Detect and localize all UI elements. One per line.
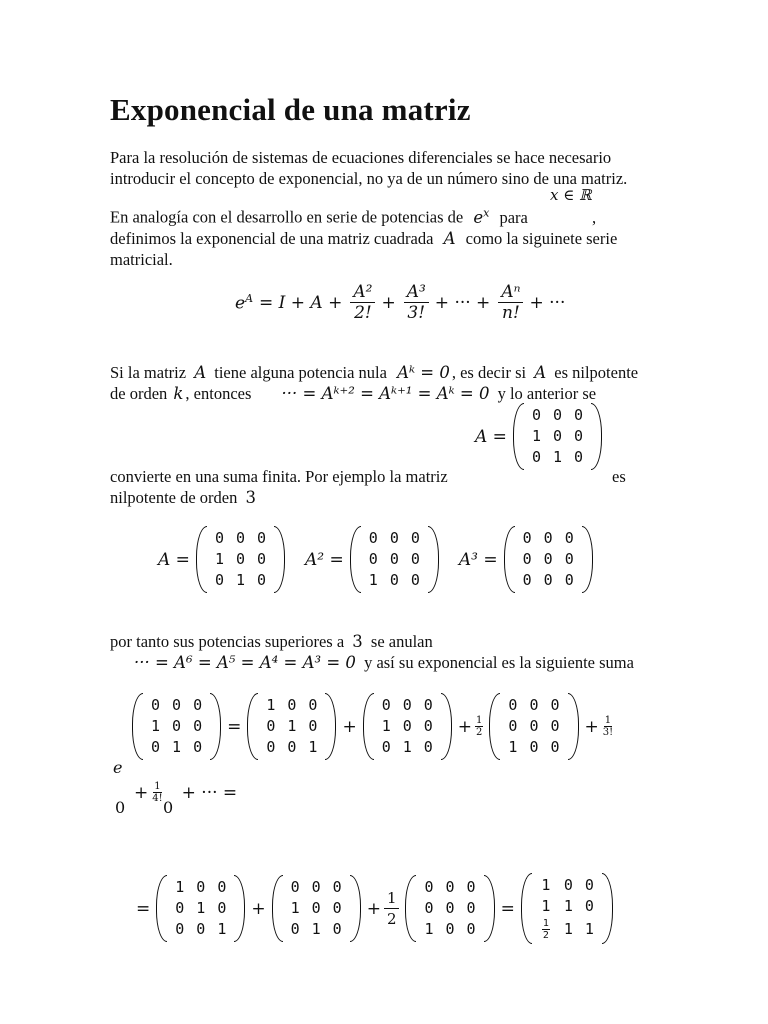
- matrix-cell: 0: [574, 406, 584, 424]
- half-fraction-2: $\frac{1}{2}$: [384, 888, 400, 929]
- matrix-cell: 0: [381, 696, 391, 714]
- matrix-cell: 1: [308, 738, 318, 756]
- matrix-cell: 1: [531, 427, 541, 445]
- matrix-cell: 1: [175, 878, 185, 896]
- matrix-cell: 0: [584, 876, 594, 894]
- matrix-cell: 0: [332, 899, 342, 917]
- intro-paragraph: [110, 147, 670, 189]
- matrix-cell: 1: [381, 717, 391, 735]
- matrix-cell: 0: [368, 550, 378, 568]
- matrix-cell: 0: [389, 571, 399, 589]
- matrix-A-squared: [350, 526, 439, 593]
- matrix-cell: 0: [266, 738, 276, 756]
- matrix-cell: 1: [311, 920, 321, 938]
- matrix-A-squared-term-1: [489, 693, 578, 760]
- matrix-cell: 0: [423, 717, 433, 735]
- analogy-line3: matricial.: [110, 249, 173, 269]
- matrix-cell: 0: [543, 529, 553, 547]
- matrix-cell: 0: [172, 696, 182, 714]
- exponent-matrix-A: [132, 693, 221, 760]
- matrix-cell: 0: [550, 717, 560, 735]
- matrix-cell: 0: [424, 899, 434, 917]
- matrix-I-table: [169, 877, 232, 940]
- matrix-cell: 0: [564, 529, 574, 547]
- matrix-A-term-2: [272, 875, 361, 942]
- matrix-cell: 0: [423, 738, 433, 756]
- matrix-A-term-1: [363, 693, 452, 760]
- matrix-cell: 0: [574, 427, 584, 445]
- example-matrix-A: A = 0 0 0 1 0 0 0 1 0: [475, 403, 608, 470]
- matrix-cell: 0: [529, 717, 539, 735]
- matrix-I-table: [260, 695, 323, 758]
- matrix-cell: 0: [564, 571, 574, 589]
- analogy-line2-pre: definimos la exponencial de una matriz cuadrada: [110, 228, 434, 248]
- series-lhs: $e^A$: [235, 291, 254, 314]
- matrix-A-table: [285, 877, 348, 940]
- expansion-tail: + $\frac{1}{4!}$ + ··· =: [134, 781, 238, 804]
- matrix-cell: 0: [193, 738, 203, 756]
- matrix-cell: 0: [172, 717, 182, 735]
- matrix-cell: 0: [564, 550, 574, 568]
- matrix-cell: 0: [522, 571, 532, 589]
- matrix-cell: 0: [402, 696, 412, 714]
- identity-matrix-1: [247, 693, 336, 760]
- matrix-cell: 0: [214, 529, 224, 547]
- matrix-cell: 0: [290, 920, 300, 938]
- matrix-A-table: [376, 695, 439, 758]
- expansion-line-2: = 1 0 0 0 1 0 0 0 1 + 0 0 0 1 0 0 0 1 0 + $\frac{1}{2}$ 0 0 0 0 0 0 1 0 0 = 1 0 0 1 1 0 $\frac{1}{2}$ 1 1: [136, 873, 619, 944]
- matrix-cell: 0: [466, 878, 476, 896]
- series-tail: + ···: [529, 292, 566, 313]
- matrix-cell: 0: [531, 406, 541, 424]
- nilpotent-paragraph: Si la matriz A tiene alguna potencia nula Aᵏ = 0 , es decir si A es nilpotente de orden k , entonces ··· = Aᵏ⁺² = Aᵏ⁺¹ = Aᵏ = 0 y lo anterior se: [110, 363, 639, 403]
- matrix-cell: 0: [287, 696, 297, 714]
- matrix-cell: 0: [543, 571, 553, 589]
- matrix-cell: 0: [445, 920, 455, 938]
- matrix-cell: 0: [266, 717, 276, 735]
- matrix-cell: 0: [217, 899, 227, 917]
- exp-base-e: e: [113, 758, 123, 777]
- example-paragraph: convierte en una suma finita. Por ejemplo la matriz es nilpotente de orden 3: [110, 467, 626, 507]
- series-term-3: $\frac{\text{A³}}{3!}$: [404, 282, 429, 323]
- matrix-A2-table: [418, 877, 481, 940]
- matrix-cell: 0: [466, 899, 476, 917]
- matrix-cell: 1: [196, 899, 206, 917]
- matrix-cell: 0: [402, 717, 412, 735]
- matrix-A: [196, 526, 285, 593]
- intro-line-1: Para la resolución de sistemas de ecuaciones diferenciales se hace necesario: [110, 148, 612, 167]
- matrix-cell: 0: [175, 920, 185, 938]
- matrix-cell: 0: [332, 920, 342, 938]
- matrix-result-table: [534, 875, 600, 942]
- matrix-cell: 0: [381, 738, 391, 756]
- matrix-cell: 1: [235, 571, 245, 589]
- matrix-cell: 0: [410, 529, 420, 547]
- matrix-cell: 0: [193, 696, 203, 714]
- powers-row: A = 0 0 0 1 0 0 0 1 0 A² = 0 0 0 0 0 0 1 0 0 A³ = 0 0 0 0 0 0 0 0 0: [158, 526, 599, 593]
- fourth-fraction: $\frac{1}{4!}$: [152, 781, 163, 804]
- matrix-cell: 1: [287, 717, 297, 735]
- matrix-cell: $\frac{1}{2}$: [542, 918, 549, 941]
- matrix-cell: 1: [584, 920, 594, 938]
- matrix-A-table: [526, 405, 589, 468]
- matrix-cell: 0: [151, 738, 161, 756]
- matrix-cell: 0: [522, 529, 532, 547]
- third-fraction: $\frac{1}{3!}$: [602, 715, 614, 738]
- matrix-cell: 0: [424, 878, 434, 896]
- matrix-cell: 0: [257, 529, 267, 547]
- matrix-A3-table: [517, 528, 580, 591]
- matrix-cell: 0: [574, 448, 584, 466]
- nilpotent-condition: Aᵏ = 0: [397, 363, 450, 382]
- power-chain-6: ··· = A⁶ = A⁵ = A⁴ = A³ = 0: [134, 653, 356, 672]
- matrix-cell: 1: [217, 920, 227, 938]
- matrix-cell: 1: [266, 696, 276, 714]
- zero-b: 0: [163, 798, 174, 817]
- result-matrix: [521, 873, 613, 944]
- matrix-cell: 1: [541, 897, 551, 915]
- intro-line-2: introducir el concepto de exponencial, no ya de un número sino de una matriz.: [110, 169, 628, 188]
- domain-expression: x ∈ ℝ: [550, 186, 592, 204]
- matrix-cell: 0: [389, 550, 399, 568]
- exp-x: $e^x$: [473, 206, 490, 227]
- power-chain-k: ··· = Aᵏ⁺² = Aᵏ⁺¹ = Aᵏ = 0: [281, 384, 490, 403]
- matrix-cell: 0: [368, 529, 378, 547]
- matrix-cell: 0: [529, 738, 539, 756]
- matrix-cell: 0: [308, 717, 318, 735]
- matrix-cell: 0: [522, 550, 532, 568]
- page-title: Exponencial de una matriz: [110, 92, 471, 127]
- matrix-cell: 0: [290, 878, 300, 896]
- matrix-cell: 0: [445, 899, 455, 917]
- matrix-cell: 1: [402, 738, 412, 756]
- matrix-cell: 0: [193, 717, 203, 735]
- order-value: 3: [245, 488, 257, 507]
- matrix-cell: 0: [550, 696, 560, 714]
- matrix-cell: 1: [172, 738, 182, 756]
- vanish-paragraph: por tanto sus potencias superiores a 3 se anulan ··· = A⁶ = A⁵ = A⁴ = A³ = 0 y así su exponencial es la siguiente suma: [110, 632, 634, 672]
- matrix-cell: 1: [541, 876, 551, 894]
- matrix-cell: 0: [235, 550, 245, 568]
- matrix-cell: 0: [389, 529, 399, 547]
- analogy-comma: ,: [592, 207, 597, 227]
- series-dots: + ··· +: [434, 292, 491, 313]
- matrix-cell: 0: [332, 878, 342, 896]
- matrix-cell: 0: [287, 738, 297, 756]
- matrix-cell: 0: [423, 696, 433, 714]
- matrix-cell: 0: [508, 696, 518, 714]
- matrix-A2-table: [502, 695, 565, 758]
- identity-matrix-2: [156, 875, 245, 942]
- matrix-cell: 0: [508, 717, 518, 735]
- matrix-cell: 0: [311, 878, 321, 896]
- analogy-paragraph: [110, 202, 670, 270]
- matrix-A-cubed: [504, 526, 593, 593]
- exponential-series-formula: [235, 282, 571, 323]
- series-term-2: $\frac{\text{A²}}{2!}$: [350, 282, 375, 323]
- matrix-cell: 0: [151, 696, 161, 714]
- matrix-cell: 1: [552, 448, 562, 466]
- matrix-cell: 0: [550, 738, 560, 756]
- matrix-cell: 0: [311, 899, 321, 917]
- matrix-cell: 1: [214, 550, 224, 568]
- matrix-cell: 0: [196, 920, 206, 938]
- matrix-cell: 0: [466, 920, 476, 938]
- matrix-cell: 0: [410, 571, 420, 589]
- series-term-n: $\frac{\text{Aⁿ}}{n!}$: [498, 282, 523, 323]
- matrix-cell: 0: [196, 878, 206, 896]
- matrix-cell: 1: [563, 897, 573, 915]
- series-eq: = I + A +: [259, 292, 343, 313]
- matrix-cell: 0: [217, 878, 227, 896]
- matrix-cell: 0: [257, 550, 267, 568]
- matrix-cell: 0: [552, 406, 562, 424]
- matrix-A-inline: [513, 403, 602, 470]
- matrix-cell: 1: [151, 717, 161, 735]
- analogy-text-pre: En analogía con el desarrollo en serie de potencias de: [110, 207, 464, 227]
- matrix-cell: 0: [410, 550, 420, 568]
- matrix-cell: 1: [508, 738, 518, 756]
- matrix-A-squared-term-2: [405, 875, 494, 942]
- matrix-cell: 1: [290, 899, 300, 917]
- matrix-cell: 1: [563, 920, 573, 938]
- half-fraction-1: $\frac{1}{2}$: [476, 715, 483, 738]
- matrix-cell: 0: [529, 696, 539, 714]
- analogy-line2-post: como la siguinete serie: [465, 228, 618, 248]
- matrix-A-table: [145, 695, 208, 758]
- matrix-symbol-A: A: [443, 228, 456, 248]
- matrix-cell: 0: [543, 550, 553, 568]
- matrix-cell: 1: [424, 920, 434, 938]
- matrix-cell: 0: [235, 529, 245, 547]
- matrix-cell: 0: [552, 427, 562, 445]
- matrix-cell: 0: [584, 897, 594, 915]
- zero-a: 0: [115, 798, 126, 817]
- matrix-cell: 0: [308, 696, 318, 714]
- matrix-cell: 0: [531, 448, 541, 466]
- matrix-cell: 0: [563, 876, 573, 894]
- matrix-A2-table: [363, 528, 426, 591]
- series-plus-1: +: [381, 292, 396, 313]
- matrix-cell: 0: [175, 899, 185, 917]
- matrix-cell: 0: [257, 571, 267, 589]
- expansion-line-1: 0 0 0 1 0 0 0 1 0 = 1 0 0 0 1 0 0 0 1 + 0 0 0 1 0 0 0 1 0 + $\frac{1}{2}$ 0 0 0 0 0 0 1 0 0 + $\frac{1}{3!}$: [132, 693, 620, 760]
- matrix-cell: 0: [214, 571, 224, 589]
- matrix-cell: 0: [445, 878, 455, 896]
- matrix-cell: 1: [368, 571, 378, 589]
- analogy-para-word: para: [499, 207, 528, 227]
- matrix-A-table: [209, 528, 272, 591]
